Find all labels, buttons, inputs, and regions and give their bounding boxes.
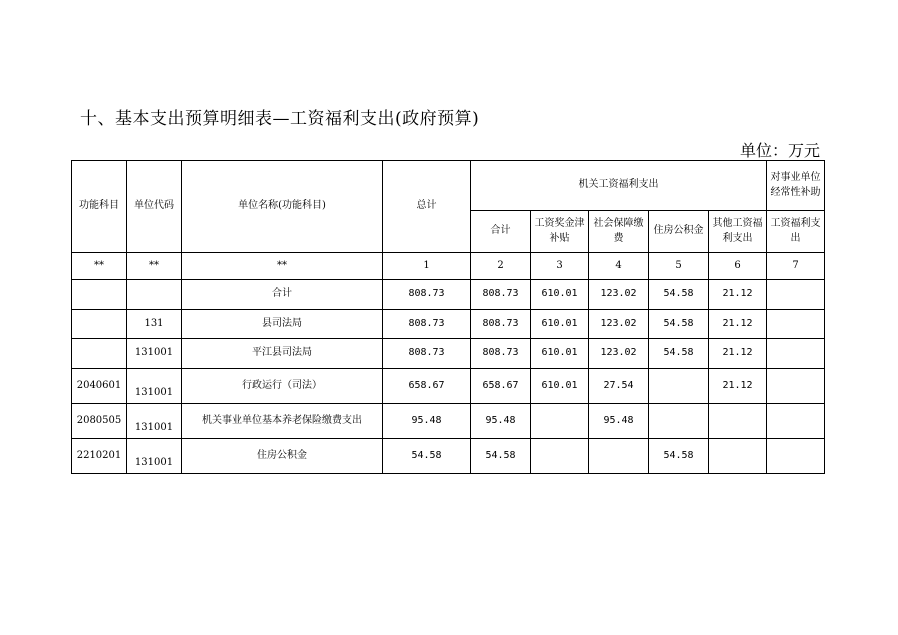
name-cell: 县司法局 [182, 310, 383, 339]
table-row [72, 280, 825, 310]
func-cell [72, 310, 127, 339]
header-unit-code: 单位代码 [127, 161, 182, 253]
subsidy-cell [767, 280, 825, 310]
index-cell: 7 [767, 253, 825, 280]
subsidy-cell [767, 369, 825, 404]
header-wages: 工资奖金津补贴 [531, 211, 589, 253]
other-cell: 21.12 [709, 280, 767, 310]
social-cell: 123.02 [589, 280, 649, 310]
header-row-1 [72, 161, 825, 211]
subsidy-cell [767, 339, 825, 369]
subsidy-cell [767, 310, 825, 339]
header-unit-name: 单位名称(功能科目) [182, 161, 383, 253]
func-cell: 2040601 [72, 369, 127, 404]
header-total: 总计 [383, 161, 471, 253]
sub-total-cell: 54.58 [471, 439, 531, 474]
index-row [72, 253, 825, 280]
wages-cell: 610.01 [531, 369, 589, 404]
func-cell: 2210201 [72, 439, 127, 474]
func-cell [72, 280, 127, 310]
page-title: 十、基本支出预算明细表—工资福利支出(政府预算) [80, 109, 480, 129]
other-cell: 21.12 [709, 369, 767, 404]
header-agency-group: 机关工资福利支出 [471, 161, 767, 211]
code-cell: 131001 [127, 339, 182, 369]
sub-total-cell: 658.67 [471, 369, 531, 404]
index-cell: 6 [709, 253, 767, 280]
subsidy-cell [767, 404, 825, 439]
table-row [72, 404, 825, 439]
total-cell: 54.58 [383, 439, 471, 474]
unit-label: 单位：万元 [739, 141, 820, 160]
table-row [72, 310, 825, 339]
housing-cell [649, 404, 709, 439]
func-cell: 2080505 [72, 404, 127, 439]
sub-total-cell: 808.73 [471, 310, 531, 339]
index-cell: ** [127, 253, 182, 280]
social-cell: 27.54 [589, 369, 649, 404]
table-row [72, 339, 825, 369]
table-row [72, 369, 825, 404]
header-func-subject: 功能科目 [72, 161, 127, 253]
housing-cell [649, 369, 709, 404]
code-cell: 131001 [127, 369, 182, 404]
table-row [72, 439, 825, 474]
total-cell: 95.48 [383, 404, 471, 439]
sub-total-cell: 808.73 [471, 339, 531, 369]
name-cell: 合计 [182, 280, 383, 310]
index-cell: ** [182, 253, 383, 280]
social-cell: 123.02 [589, 339, 649, 369]
code-cell: 131001 [127, 404, 182, 439]
total-cell: 808.73 [383, 339, 471, 369]
subsidy-cell [767, 439, 825, 474]
total-cell: 808.73 [383, 310, 471, 339]
header-subsidy-group: 对事业单位经常性补助 [767, 161, 825, 211]
budget-table [71, 160, 825, 474]
wages-cell: 610.01 [531, 310, 589, 339]
wages-cell [531, 404, 589, 439]
index-cell: 5 [649, 253, 709, 280]
index-cell: 3 [531, 253, 589, 280]
index-cell: 1 [383, 253, 471, 280]
housing-cell: 54.58 [649, 280, 709, 310]
wages-cell: 610.01 [531, 339, 589, 369]
other-cell [709, 439, 767, 474]
code-cell: 131001 [127, 439, 182, 474]
index-cell: 4 [589, 253, 649, 280]
header-subsidy-wages: 工资福利支出 [767, 211, 825, 253]
housing-cell: 54.58 [649, 310, 709, 339]
code-cell: 131 [127, 310, 182, 339]
wages-cell: 610.01 [531, 280, 589, 310]
other-cell: 21.12 [709, 339, 767, 369]
total-cell: 808.73 [383, 280, 471, 310]
other-cell [709, 404, 767, 439]
social-cell [589, 439, 649, 474]
func-cell [72, 339, 127, 369]
housing-cell: 54.58 [649, 339, 709, 369]
code-cell [127, 280, 182, 310]
name-cell: 行政运行（司法） [182, 369, 383, 404]
sub-total-cell: 808.73 [471, 280, 531, 310]
index-cell: ** [72, 253, 127, 280]
header-housing: 住房公积金 [649, 211, 709, 253]
header-other: 其他工资福利支出 [709, 211, 767, 253]
wages-cell [531, 439, 589, 474]
index-cell: 2 [471, 253, 531, 280]
sub-total-cell: 95.48 [471, 404, 531, 439]
name-cell: 平江县司法局 [182, 339, 383, 369]
header-social: 社会保障缴费 [589, 211, 649, 253]
social-cell: 123.02 [589, 310, 649, 339]
total-cell: 658.67 [383, 369, 471, 404]
name-cell: 住房公积金 [182, 439, 383, 474]
name-cell: 机关事业单位基本养老保险缴费支出 [182, 404, 383, 439]
social-cell: 95.48 [589, 404, 649, 439]
housing-cell: 54.58 [649, 439, 709, 474]
other-cell: 21.12 [709, 310, 767, 339]
header-sub-total: 合计 [471, 211, 531, 253]
